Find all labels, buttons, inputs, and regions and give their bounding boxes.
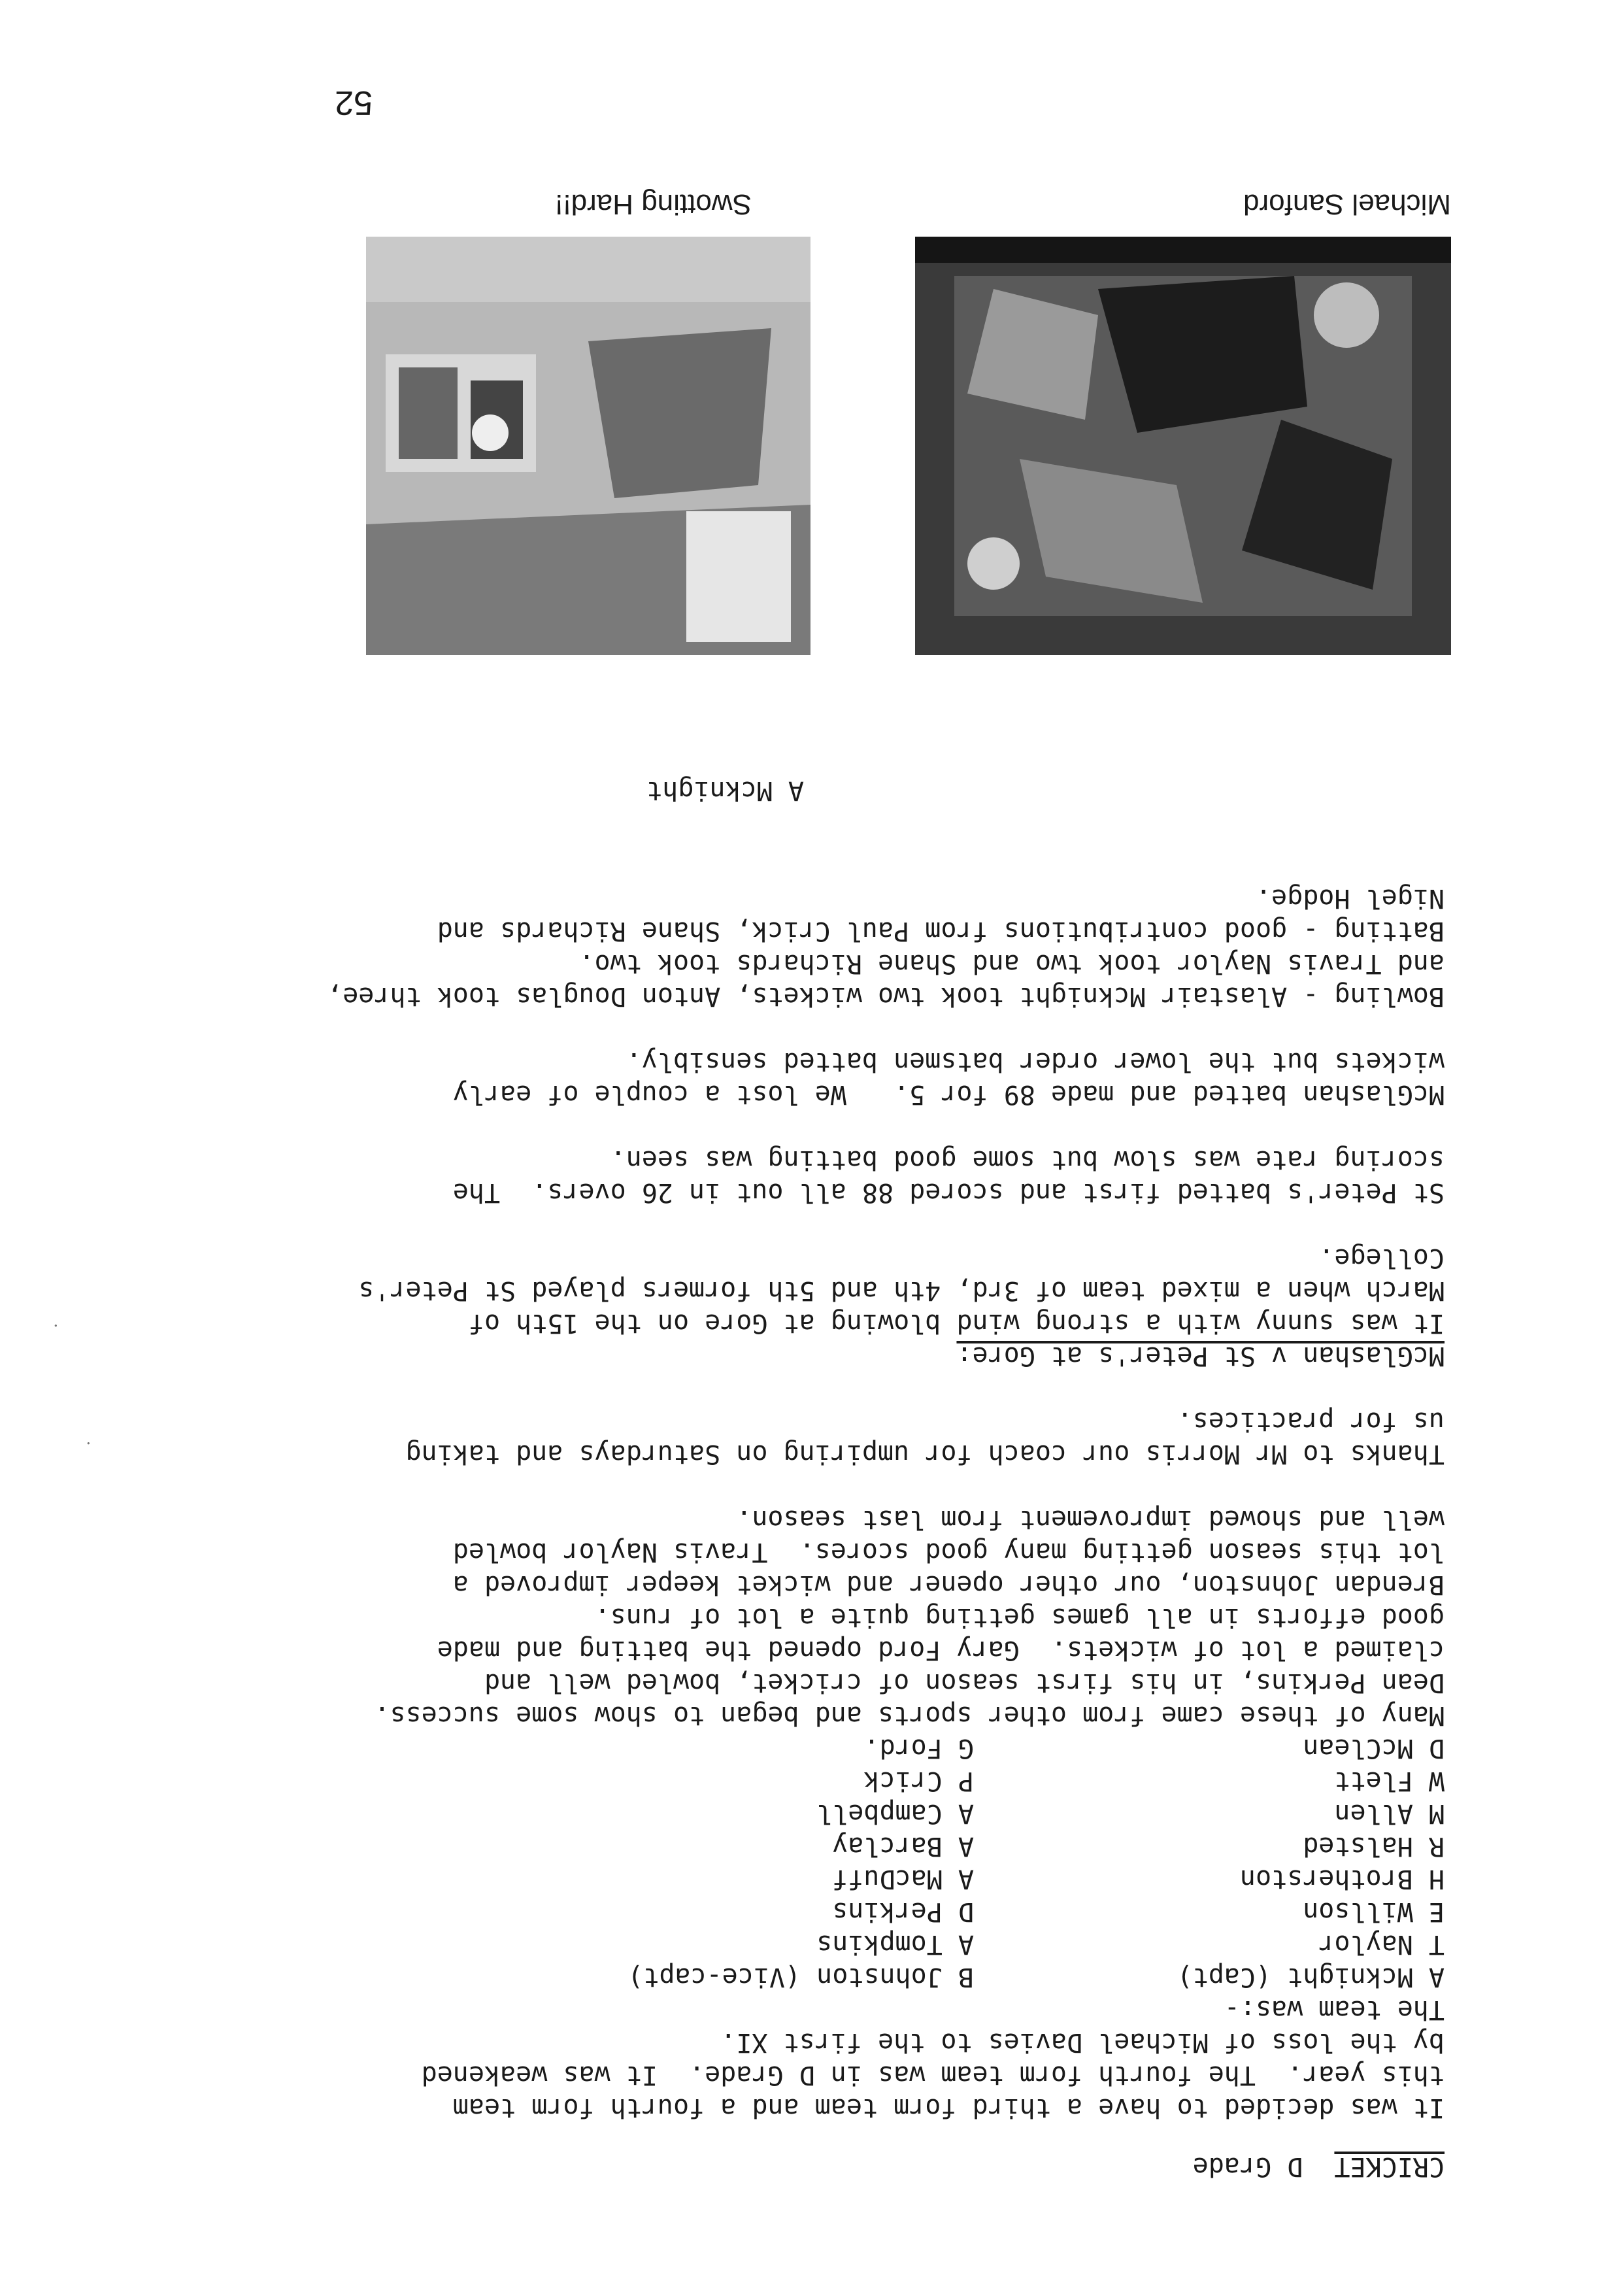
intro-line: by the loss of Michael Davies to the first XI. [720, 2027, 1445, 2057]
heading-title: CRICKET [1334, 2152, 1445, 2182]
team-member: A MacDuff [832, 1864, 974, 1894]
paragraph-line: St Peter's batted first and scored 88 all out in 26 overs. The [452, 1177, 1445, 1207]
photo-swotting-image [366, 237, 811, 655]
match-heading: McGlashan v St Peter's at Gore: [956, 1341, 1445, 1371]
paragraph-line: Bowling - Alastair Mcknight took two wickets, Anton Douglas took three, [327, 981, 1445, 1011]
team-member: H Brotherston [1239, 1864, 1445, 1894]
paragraph-line: Thanks to Mr Morris our coach for umpiring on Saturdays and taking [405, 1439, 1445, 1469]
page-number: 52 [335, 84, 373, 122]
team-member: A Campbell [816, 1798, 974, 1829]
paragraph-line: Many of these came from other sports and began to show some success. [374, 1700, 1445, 1730]
paragraph-line: March when a mixed team of 3rd, 4th and 5th formers played St Peter's [358, 1275, 1445, 1306]
team-member: A Barclay [832, 1831, 974, 1861]
paragraph-line: Dean Perkins, in his first season of cricket, bowled well and [484, 1668, 1445, 1698]
team-member: G Ford. [863, 1733, 974, 1763]
team-member: P Crick [863, 1766, 974, 1796]
paragraph-line: Batting - good contributions from Paul Crick, Shane Richards and [437, 916, 1445, 946]
paragraph-line: claimed a lot of wickets. Gary Ford opened the batting and made [437, 1635, 1445, 1665]
team-member: E Willson [1303, 1897, 1445, 1927]
team-member: M Allen [1334, 1798, 1445, 1829]
caption-swotting: Swotting Hard!! [555, 188, 752, 220]
paragraph-line: It was sunny with a strong wind blowing at Gore on the 15th of [468, 1308, 1445, 1338]
scan-mark: · [85, 1432, 92, 1453]
paragraph-line: Nigel Hodge. [1256, 883, 1445, 913]
team-member: D McClean [1303, 1733, 1445, 1763]
intro-line: this year. The fourth form team was in D Grade. It was weakened [421, 2060, 1445, 2090]
paragraph-line: scoring rate was slow but some good batting was seen. [610, 1145, 1445, 1175]
report-heading [1193, 2153, 1445, 2180]
paragraph-line: McGlashan batted and made 89 for 5. We lost a couple of early [452, 1079, 1445, 1109]
team-member: D Perkins [832, 1897, 974, 1927]
paragraph-line: good efforts in all games getting quite a lot of runs. [594, 1602, 1445, 1632]
paragraph-line: well and showed improvement from last season. [736, 1504, 1445, 1534]
paragraph-line: us for practices. [1177, 1406, 1445, 1436]
paragraph-line: College. [1318, 1243, 1445, 1273]
author-signoff: A Mcknight [646, 775, 804, 805]
photo-swotting-hard [366, 237, 811, 655]
paragraph-line: Brendan Johnston, our other opener and wicket keeper improved a [452, 1570, 1445, 1600]
photo-michael-sanford [915, 237, 1451, 655]
paragraph-line: wickets but the lower order batsmen batted sensibly. [626, 1047, 1445, 1077]
team-intro: The team was:- [1224, 1995, 1445, 2025]
team-member: T Naylor [1318, 1929, 1445, 1959]
paragraph-line: and Travis Naylor took two and Shane Richards took two. [578, 949, 1445, 979]
heading-grade: D Grade [1192, 2152, 1303, 2182]
photo-sanford-image [915, 237, 1451, 655]
team-member: W Flett [1334, 1766, 1445, 1796]
scan-mark: · [52, 1315, 59, 1335]
team-member: B Johnston (Vice-capt) [627, 1962, 974, 1992]
team-member: A Tompkins [816, 1929, 974, 1959]
team-member: A Mcknight (Capt) [1177, 1962, 1445, 1992]
team-member: R Halsted [1303, 1831, 1445, 1861]
intro-line: It was decided to have a third form team and a fourth form team [452, 2093, 1445, 2123]
paragraph-line: lot this season getting many good scores. Travis Naylor bowled [452, 1537, 1445, 1567]
caption-sanford: Michael Sanford [1243, 188, 1451, 220]
